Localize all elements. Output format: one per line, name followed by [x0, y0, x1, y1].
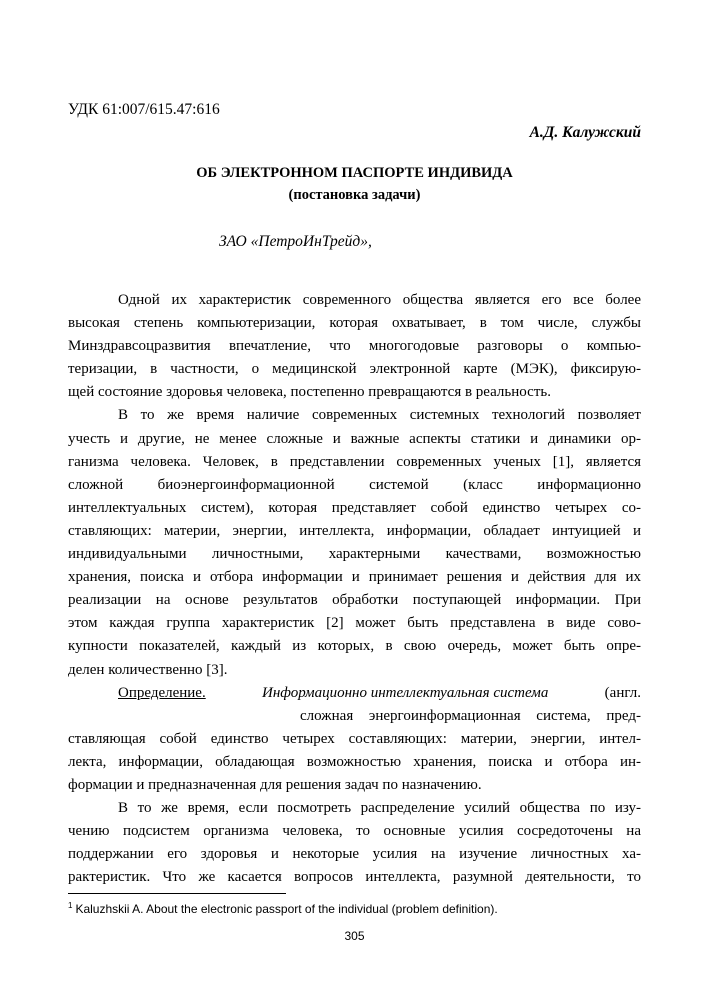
text-line: сложной биоэнергоинформационной системой (класс информационно [68, 476, 641, 493]
page-number: 305 [344, 929, 365, 943]
text-line: купности показателей, каждый из которых, в свою очередь, может быть опре- [68, 638, 641, 655]
text-line: реализации на основе результатов обработки поступающей информации. При [68, 592, 641, 609]
footnote-text: Kaluzhskii A. About the electronic passport of the individual (problem definition). [75, 902, 498, 916]
text-line: ставляющая собой единство четырех составляющих: материи, энергии, интел- [68, 730, 641, 747]
udk-code: УДК 61:007/615.47:616 [68, 101, 220, 118]
text-line: индивидуальными личностными, характерными качествами, возможностью [68, 546, 641, 563]
text-line: теризации, в частности, о медицинской электронной карте (МЭК), фиксирую- [68, 361, 641, 378]
text-line: рактеристик. Что же касается вопросов интеллекта, разумной деятельности, то [68, 869, 641, 886]
organization: ЗАО «ПетроИнТрейд», [219, 233, 372, 250]
definition-eng: (англ. [604, 684, 641, 701]
text-line: высокая степень компьютеризации, которая охватывает, в том числе, службы [68, 315, 641, 332]
text-line: поддержании его здоровья и некоторые усилия на изучение личностных ха- [68, 846, 641, 863]
text-line: ганизма человека. Человек, в представлении современных ученых [1], является [68, 453, 641, 470]
text-line: чению подсистем организма человека, то основные усилия сосредоточены на [68, 823, 641, 840]
footnote-divider [68, 893, 286, 894]
footnote [68, 901, 498, 916]
definition-line [68, 682, 641, 705]
text-line: лекта, информации, обладающая возможностью хранения, поиска и отбора ин- [68, 753, 641, 770]
text-line: Минздравсоцразвития впечатление, что многогодовые разговоры о компью- [68, 338, 641, 355]
text-line: щей состояние здоровья человека, постепенно превращаются в реальность. [68, 384, 551, 401]
text-line: хранения, поиска и отбора информации и принимает решения и действия для их [68, 569, 641, 586]
author-name: А.Д. Калужский [529, 124, 641, 141]
text-line: делен количественно [3]. [68, 661, 228, 678]
text-line: формации и предназначенная для решения задач по назначению. [68, 776, 482, 793]
text-line: учесть и другие, не менее сложные и важные аспекты статики и динамики ор- [68, 430, 641, 447]
text-line: В то же время, если посмотреть распределение усилий общества по изу- [118, 800, 641, 817]
text-line: интеллектуальных систем), которая представляет собой единство четырех со- [68, 499, 641, 516]
definition-label: Определение. [118, 684, 206, 701]
paper-title: ОБ ЭЛЕКТРОННОМ ПАСПОРТЕ ИНДИВИДА [196, 165, 513, 181]
text-line: сложная энергоинформационная система, пред- [300, 707, 641, 724]
paper-subtitle: (постановка задачи) [288, 187, 421, 203]
definition-term: Информационно интеллектуальная система [262, 684, 549, 701]
text-line: В то же время наличие современных системных технологий позволяет [118, 407, 641, 424]
text-line: этом каждая группа характеристик [2] может быть представлена в виде сово- [68, 615, 641, 632]
text-line: ставляющих: материи, энергии, интеллекта, информации, обладает интуицией и [68, 522, 641, 539]
footnote-marker: 1 [68, 901, 73, 910]
body-text [68, 289, 641, 889]
text-line: Одной их характеристик современного общества является его все более [118, 292, 641, 308]
